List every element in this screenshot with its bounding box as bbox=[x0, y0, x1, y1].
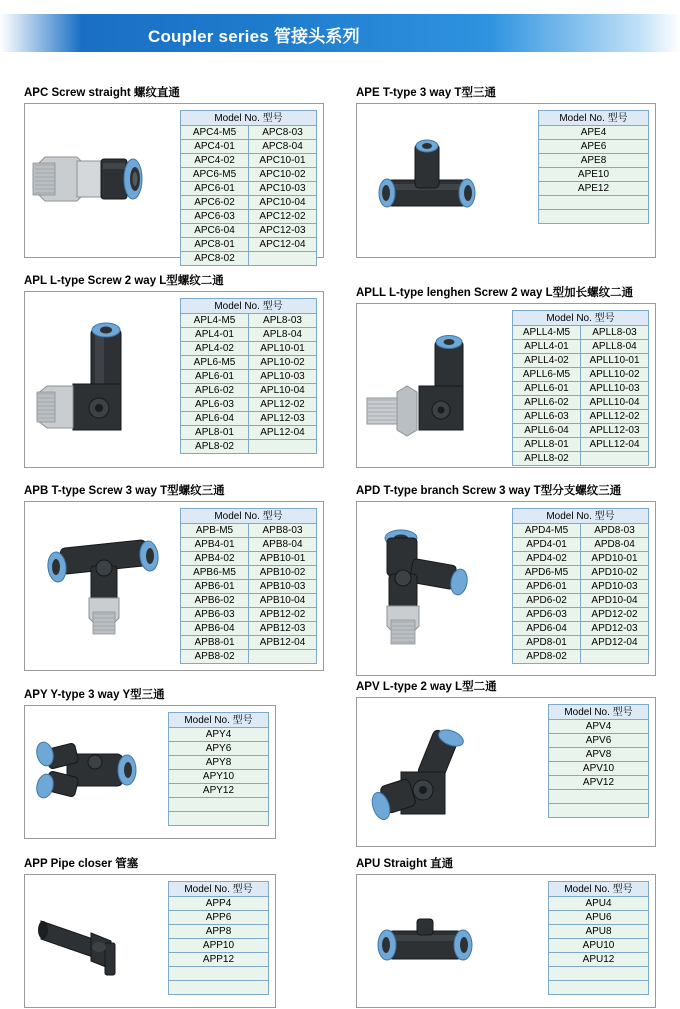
empty-cell bbox=[539, 210, 649, 224]
model-number-cell: APD10-03 bbox=[581, 580, 649, 594]
model-number-cell: APY12 bbox=[169, 784, 269, 798]
figure-app-pipe-closer bbox=[25, 875, 155, 1009]
table-row bbox=[513, 382, 649, 396]
model-number-cell: APC6-01 bbox=[181, 182, 249, 196]
table-header-apb: Model No. 型号 bbox=[181, 509, 317, 524]
table-row bbox=[549, 734, 649, 748]
model-number-cell: APC10-03 bbox=[249, 182, 317, 196]
table-row bbox=[169, 897, 269, 911]
model-number-cell: APL6-04 bbox=[181, 412, 249, 426]
model-number-cell: APLL12-02 bbox=[581, 410, 649, 424]
model-number-cell: APC6-03 bbox=[181, 210, 249, 224]
model-number-cell: APC10-02 bbox=[249, 168, 317, 182]
model-number-cell: APV10 bbox=[549, 762, 649, 776]
figure-apll-long-elbow bbox=[357, 304, 497, 469]
table-row bbox=[169, 981, 269, 995]
figure-apv-l-type bbox=[357, 698, 497, 848]
section-app bbox=[24, 855, 276, 1008]
model-number-cell: APD8-01 bbox=[513, 636, 581, 650]
section-title-apu: APU Straight 直通 bbox=[356, 858, 454, 870]
model-number-cell: APLL6-03 bbox=[513, 410, 581, 424]
section-apll bbox=[356, 284, 656, 468]
table-row bbox=[181, 580, 317, 594]
figure-apd-branch bbox=[357, 502, 497, 677]
table-row bbox=[181, 356, 317, 370]
model-number-cell: APB8-01 bbox=[181, 636, 249, 650]
model-number-cell: APL12-04 bbox=[249, 426, 317, 440]
model-number-cell: APLL10-03 bbox=[581, 382, 649, 396]
model-number-cell: APD12-04 bbox=[581, 636, 649, 650]
empty-cell bbox=[539, 196, 649, 210]
table-apb bbox=[180, 508, 317, 664]
model-number-cell: APL6-03 bbox=[181, 398, 249, 412]
model-number-cell: APC6-02 bbox=[181, 196, 249, 210]
table-row bbox=[549, 897, 649, 911]
table-header-apy: Model No. 型号 bbox=[169, 713, 269, 728]
table-row bbox=[539, 140, 649, 154]
model-number-cell: APC4-02 bbox=[181, 154, 249, 168]
table-row bbox=[181, 636, 317, 650]
model-number-cell: APB10-04 bbox=[249, 594, 317, 608]
table-apl bbox=[180, 298, 317, 454]
model-number-cell: APLL6-01 bbox=[513, 382, 581, 396]
model-number-cell: APD4-01 bbox=[513, 538, 581, 552]
model-number-cell: APB6-M5 bbox=[181, 566, 249, 580]
table-row bbox=[513, 452, 649, 466]
table-row bbox=[181, 252, 317, 266]
section-body-ape bbox=[356, 103, 656, 258]
figure-apu-straight bbox=[357, 875, 497, 1009]
table-row bbox=[181, 154, 317, 168]
section-title-apd: APD T-type branch Screw 3 way T型分支螺纹三通 bbox=[356, 485, 622, 497]
model-number-cell: APL12-03 bbox=[249, 412, 317, 426]
figure-apb-t-screw bbox=[25, 502, 175, 672]
model-number-cell: APC6-M5 bbox=[181, 168, 249, 182]
model-number-cell: APB8-02 bbox=[181, 650, 249, 664]
model-number-cell: APE6 bbox=[539, 140, 649, 154]
model-number-cell: APD8-04 bbox=[581, 538, 649, 552]
table-header-apv: Model No. 型号 bbox=[549, 705, 649, 720]
model-number-cell: APB10-01 bbox=[249, 552, 317, 566]
table-app bbox=[168, 881, 269, 995]
model-number-cell: APLL8-04 bbox=[581, 340, 649, 354]
table-row bbox=[513, 636, 649, 650]
section-body-apv bbox=[356, 697, 656, 847]
section-apl bbox=[24, 272, 324, 468]
model-number-cell: APB12-03 bbox=[249, 622, 317, 636]
section-apd bbox=[356, 482, 656, 676]
table-header-apl: Model No. 型号 bbox=[181, 299, 317, 314]
table-row bbox=[169, 784, 269, 798]
model-number-cell: APLL4-01 bbox=[513, 340, 581, 354]
section-body-apll bbox=[356, 303, 656, 468]
model-number-cell: APY4 bbox=[169, 728, 269, 742]
table-header-apc: Model No. 型号 bbox=[181, 111, 317, 126]
table-row bbox=[513, 438, 649, 452]
table-apc bbox=[180, 110, 317, 266]
table-row bbox=[539, 154, 649, 168]
model-number-cell: APC10-01 bbox=[249, 154, 317, 168]
section-body-apl bbox=[24, 291, 324, 468]
model-number-cell: APD12-02 bbox=[581, 608, 649, 622]
model-number-cell: APC8-03 bbox=[249, 126, 317, 140]
empty-cell bbox=[581, 650, 649, 664]
model-number-cell: APLL4-02 bbox=[513, 354, 581, 368]
section-apu bbox=[356, 855, 656, 1008]
model-number-cell: APD8-03 bbox=[581, 524, 649, 538]
model-number-cell: APLL12-04 bbox=[581, 438, 649, 452]
table-row bbox=[181, 594, 317, 608]
model-number-cell: APL4-02 bbox=[181, 342, 249, 356]
table-row bbox=[549, 911, 649, 925]
table-row bbox=[513, 538, 649, 552]
model-number-cell: APL6-02 bbox=[181, 384, 249, 398]
table-row bbox=[181, 622, 317, 636]
table-row bbox=[169, 812, 269, 826]
model-number-cell: APC8-04 bbox=[249, 140, 317, 154]
model-number-cell: APL6-M5 bbox=[181, 356, 249, 370]
section-ape bbox=[356, 84, 656, 258]
model-number-cell: APL8-01 bbox=[181, 426, 249, 440]
empty-cell bbox=[549, 804, 649, 818]
model-number-cell: APB4-02 bbox=[181, 552, 249, 566]
empty-cell bbox=[249, 252, 317, 266]
table-row bbox=[169, 798, 269, 812]
table-row bbox=[181, 196, 317, 210]
table-row bbox=[169, 728, 269, 742]
model-number-cell: APL10-03 bbox=[249, 370, 317, 384]
section-body-apc bbox=[24, 103, 324, 264]
table-row bbox=[513, 594, 649, 608]
model-number-cell: APLL6-M5 bbox=[513, 368, 581, 382]
model-number-cell: APB8-03 bbox=[249, 524, 317, 538]
empty-cell bbox=[169, 798, 269, 812]
table-row bbox=[549, 939, 649, 953]
table-row bbox=[181, 566, 317, 580]
model-number-cell: APU10 bbox=[549, 939, 649, 953]
model-number-cell: APB-M5 bbox=[181, 524, 249, 538]
table-row bbox=[169, 967, 269, 981]
empty-cell bbox=[549, 981, 649, 995]
model-number-cell: APLL12-03 bbox=[581, 424, 649, 438]
table-row bbox=[513, 608, 649, 622]
model-number-cell: APLL10-04 bbox=[581, 396, 649, 410]
table-apu bbox=[548, 881, 649, 995]
table-row bbox=[549, 776, 649, 790]
table-row bbox=[181, 440, 317, 454]
model-number-cell: APD4-02 bbox=[513, 552, 581, 566]
table-row bbox=[513, 622, 649, 636]
table-row bbox=[181, 412, 317, 426]
table-row bbox=[549, 967, 649, 981]
empty-cell bbox=[549, 967, 649, 981]
table-apv bbox=[548, 704, 649, 818]
section-body-app bbox=[24, 874, 276, 1008]
model-number-cell: APL6-01 bbox=[181, 370, 249, 384]
model-number-cell: APC4-01 bbox=[181, 140, 249, 154]
section-title-ape: APE T-type 3 way T型三通 bbox=[356, 87, 496, 99]
table-row bbox=[169, 770, 269, 784]
empty-cell bbox=[581, 452, 649, 466]
section-title-app: APP Pipe closer 管塞 bbox=[24, 858, 139, 870]
model-number-cell: APY6 bbox=[169, 742, 269, 756]
page-title: Coupler series 管接头系列 bbox=[148, 27, 360, 46]
model-number-cell: APD10-01 bbox=[581, 552, 649, 566]
model-number-cell: APV4 bbox=[549, 720, 649, 734]
table-row bbox=[181, 608, 317, 622]
table-row bbox=[539, 196, 649, 210]
section-apc bbox=[24, 84, 324, 264]
model-number-cell: APE10 bbox=[539, 168, 649, 182]
model-number-cell: APU8 bbox=[549, 925, 649, 939]
table-row bbox=[169, 742, 269, 756]
model-number-cell: APC4-M5 bbox=[181, 126, 249, 140]
model-number-cell: APLL4-M5 bbox=[513, 326, 581, 340]
table-row bbox=[181, 126, 317, 140]
empty-cell bbox=[169, 981, 269, 995]
figure-apc-screw-straight bbox=[25, 104, 155, 259]
section-body-apd bbox=[356, 501, 656, 676]
model-number-cell: APV12 bbox=[549, 776, 649, 790]
model-number-cell: APV6 bbox=[549, 734, 649, 748]
table-row bbox=[513, 410, 649, 424]
empty-cell bbox=[249, 440, 317, 454]
model-number-cell: APU12 bbox=[549, 953, 649, 967]
model-number-cell: APC6-04 bbox=[181, 224, 249, 238]
table-row bbox=[549, 981, 649, 995]
model-number-cell: APD10-04 bbox=[581, 594, 649, 608]
model-number-cell: APB6-02 bbox=[181, 594, 249, 608]
section-body-apu bbox=[356, 874, 656, 1008]
model-number-cell: APB6-01 bbox=[181, 580, 249, 594]
table-row bbox=[169, 925, 269, 939]
table-row bbox=[513, 396, 649, 410]
empty-cell bbox=[169, 967, 269, 981]
table-row bbox=[181, 342, 317, 356]
model-number-cell: APP10 bbox=[169, 939, 269, 953]
model-number-cell: APL4-01 bbox=[181, 328, 249, 342]
model-number-cell: APC10-04 bbox=[249, 196, 317, 210]
empty-cell bbox=[169, 812, 269, 826]
table-row bbox=[549, 804, 649, 818]
section-body-apb bbox=[24, 501, 324, 671]
model-number-cell: APC12-04 bbox=[249, 238, 317, 252]
model-number-cell: APE4 bbox=[539, 126, 649, 140]
model-number-cell: APLL8-02 bbox=[513, 452, 581, 466]
model-number-cell: APL10-01 bbox=[249, 342, 317, 356]
model-number-cell: APL8-04 bbox=[249, 328, 317, 342]
table-row bbox=[549, 720, 649, 734]
figure-apl-elbow bbox=[25, 292, 175, 469]
section-apb bbox=[24, 482, 324, 671]
model-number-cell: APD6-03 bbox=[513, 608, 581, 622]
model-number-cell: APLL10-02 bbox=[581, 368, 649, 382]
section-apy bbox=[24, 686, 276, 839]
model-number-cell: APB6-03 bbox=[181, 608, 249, 622]
table-row bbox=[513, 552, 649, 566]
model-number-cell: APP4 bbox=[169, 897, 269, 911]
table-row bbox=[181, 384, 317, 398]
table-row bbox=[181, 650, 317, 664]
model-number-cell: APD10-02 bbox=[581, 566, 649, 580]
table-row bbox=[181, 552, 317, 566]
table-row bbox=[549, 762, 649, 776]
table-header-app: Model No. 型号 bbox=[169, 882, 269, 897]
section-body-apy bbox=[24, 705, 276, 839]
model-number-cell: APL8-02 bbox=[181, 440, 249, 454]
model-number-cell: APLL6-04 bbox=[513, 424, 581, 438]
model-number-cell: APY8 bbox=[169, 756, 269, 770]
model-number-cell: APV8 bbox=[549, 748, 649, 762]
section-title-apl: APL L-type Screw 2 way L型螺纹二通 bbox=[24, 275, 224, 287]
table-row bbox=[549, 925, 649, 939]
model-number-cell: APL4-M5 bbox=[181, 314, 249, 328]
model-number-cell: APLL8-01 bbox=[513, 438, 581, 452]
table-apy bbox=[168, 712, 269, 826]
table-row bbox=[181, 398, 317, 412]
model-number-cell: APY10 bbox=[169, 770, 269, 784]
model-number-cell: APB8-04 bbox=[249, 538, 317, 552]
model-number-cell: APD8-02 bbox=[513, 650, 581, 664]
model-number-cell: APL8-03 bbox=[249, 314, 317, 328]
table-row bbox=[181, 224, 317, 238]
table-row bbox=[169, 756, 269, 770]
table-row bbox=[513, 580, 649, 594]
section-title-apy: APY Y-type 3 way Y型三通 bbox=[24, 689, 165, 701]
table-header-apu: Model No. 型号 bbox=[549, 882, 649, 897]
model-number-cell: APL10-04 bbox=[249, 384, 317, 398]
model-number-cell: APP6 bbox=[169, 911, 269, 925]
table-row bbox=[181, 538, 317, 552]
table-row bbox=[513, 326, 649, 340]
model-number-cell: APB12-02 bbox=[249, 608, 317, 622]
model-number-cell: APE8 bbox=[539, 154, 649, 168]
figure-apy-y-type bbox=[25, 706, 155, 840]
table-row bbox=[539, 168, 649, 182]
table-row bbox=[539, 182, 649, 196]
section-title-apv: APV L-type 2 way L型二通 bbox=[356, 681, 497, 693]
table-row bbox=[181, 328, 317, 342]
model-number-cell: APD4-M5 bbox=[513, 524, 581, 538]
table-row bbox=[181, 140, 317, 154]
table-row bbox=[181, 426, 317, 440]
model-number-cell: APB10-02 bbox=[249, 566, 317, 580]
model-number-cell: APC12-03 bbox=[249, 224, 317, 238]
model-number-cell: APB6-04 bbox=[181, 622, 249, 636]
model-number-cell: APB4-01 bbox=[181, 538, 249, 552]
table-row bbox=[181, 182, 317, 196]
table-row bbox=[513, 340, 649, 354]
table-row bbox=[513, 424, 649, 438]
model-number-cell: APP8 bbox=[169, 925, 269, 939]
table-ape bbox=[538, 110, 649, 224]
table-row bbox=[169, 911, 269, 925]
model-number-cell: APLL8-03 bbox=[581, 326, 649, 340]
table-apll bbox=[512, 310, 649, 466]
model-number-cell: APD12-03 bbox=[581, 622, 649, 636]
model-number-cell: APC8-01 bbox=[181, 238, 249, 252]
table-row bbox=[181, 168, 317, 182]
model-number-cell: APU4 bbox=[549, 897, 649, 911]
table-row bbox=[181, 314, 317, 328]
model-number-cell: APD6-04 bbox=[513, 622, 581, 636]
table-header-apll: Model No. 型号 bbox=[513, 311, 649, 326]
table-row bbox=[513, 566, 649, 580]
table-row bbox=[549, 953, 649, 967]
table-row bbox=[513, 650, 649, 664]
model-number-cell: APLL6-02 bbox=[513, 396, 581, 410]
table-row bbox=[181, 524, 317, 538]
model-number-cell: APC12-02 bbox=[249, 210, 317, 224]
table-row bbox=[513, 368, 649, 382]
model-number-cell: APL10-02 bbox=[249, 356, 317, 370]
table-row bbox=[181, 210, 317, 224]
table-row bbox=[513, 354, 649, 368]
model-number-cell: APL12-02 bbox=[249, 398, 317, 412]
table-row bbox=[181, 238, 317, 252]
model-number-cell: APD6-M5 bbox=[513, 566, 581, 580]
model-number-cell: APE12 bbox=[539, 182, 649, 196]
section-title-apc: APC Screw straight 螺纹直通 bbox=[24, 87, 180, 99]
table-row bbox=[169, 939, 269, 953]
section-title-apb: APB T-type Screw 3 way T型螺纹三通 bbox=[24, 485, 225, 497]
table-header-apd: Model No. 型号 bbox=[513, 509, 649, 524]
table-row bbox=[539, 126, 649, 140]
model-number-cell: APC8-02 bbox=[181, 252, 249, 266]
model-number-cell: APB10-03 bbox=[249, 580, 317, 594]
figure-ape-t-type bbox=[357, 104, 497, 259]
model-number-cell: APLL10-01 bbox=[581, 354, 649, 368]
model-number-cell: APP12 bbox=[169, 953, 269, 967]
section-apv bbox=[356, 678, 656, 847]
model-number-cell: APD6-01 bbox=[513, 580, 581, 594]
section-title-apll: APLL L-type lenghen Screw 2 way L型加长螺纹二通 bbox=[356, 287, 634, 299]
model-number-cell: APD6-02 bbox=[513, 594, 581, 608]
table-row bbox=[513, 524, 649, 538]
table-row bbox=[169, 953, 269, 967]
table-row bbox=[549, 790, 649, 804]
table-header-ape: Model No. 型号 bbox=[539, 111, 649, 126]
table-apd bbox=[512, 508, 649, 664]
table-row bbox=[539, 210, 649, 224]
model-number-cell: APB12-04 bbox=[249, 636, 317, 650]
model-number-cell: APU6 bbox=[549, 911, 649, 925]
empty-cell bbox=[249, 650, 317, 664]
empty-cell bbox=[549, 790, 649, 804]
table-row bbox=[181, 370, 317, 384]
table-row bbox=[549, 748, 649, 762]
